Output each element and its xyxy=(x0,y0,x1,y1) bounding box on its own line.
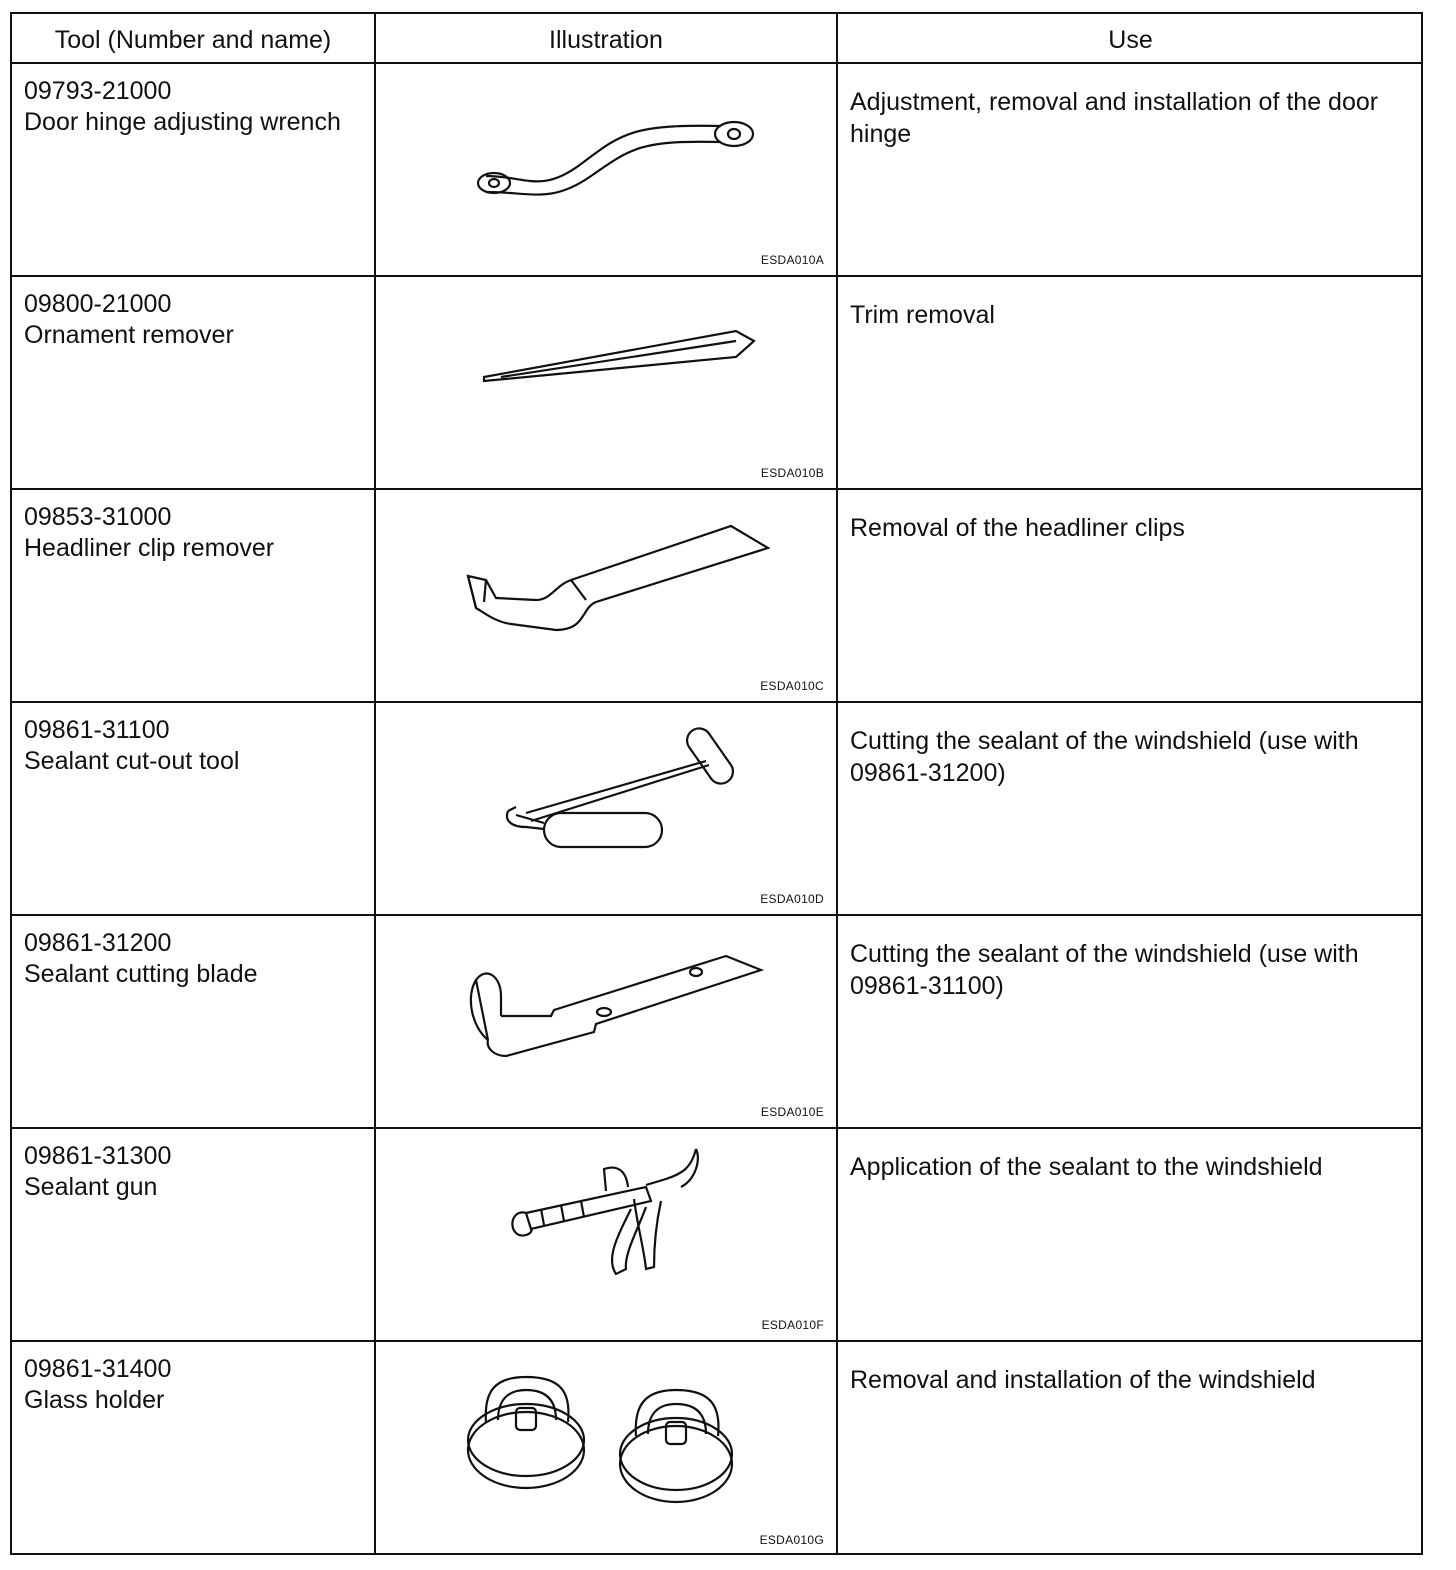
use-cell: Trim removal xyxy=(850,301,995,329)
table-row xyxy=(12,916,1421,1129)
sealant-gun-icon xyxy=(376,1129,836,1340)
illustration-cell xyxy=(376,916,836,1127)
use-cell: Adjustment, removal and installation of the door hinge xyxy=(850,88,1379,148)
tool-cell xyxy=(12,1342,374,1555)
tool-number: 09861-31200 xyxy=(24,929,172,957)
table-header xyxy=(12,14,1421,64)
illustration-cell xyxy=(376,64,836,275)
illustration-cell xyxy=(376,490,836,701)
use-cell: Cutting the sealant of the windshield (use with 09861-31100) xyxy=(850,940,1359,1000)
figure-code: ESDA010C xyxy=(760,679,824,693)
table-row xyxy=(12,490,1421,703)
tool-number: 09853-31000 xyxy=(24,503,172,531)
tool-name: Door hinge adjusting wrench xyxy=(24,108,341,136)
ornament-remover-icon xyxy=(376,277,836,488)
tool-number: 09861-31100 xyxy=(24,716,170,744)
tool-name: Sealant cut-out tool xyxy=(24,747,240,775)
tool-number: 09800-21000 xyxy=(24,290,172,318)
figure-code: ESDA010D xyxy=(760,892,824,906)
illustration-cell xyxy=(376,703,836,914)
table-row xyxy=(12,1342,1421,1555)
header-illustration: Illustration xyxy=(549,26,663,54)
tool-number: 09861-31300 xyxy=(24,1142,172,1170)
sealant-cutting-blade-icon xyxy=(376,916,836,1127)
illustration-cell xyxy=(376,1129,836,1340)
illustration-cell xyxy=(376,277,836,488)
tool-name: Headliner clip remover xyxy=(24,534,275,562)
table-row xyxy=(12,703,1421,916)
tool-cell xyxy=(12,916,374,1127)
tool-cell xyxy=(12,64,374,275)
sealant-cutout-tool-icon xyxy=(376,703,836,914)
door-hinge-wrench-icon xyxy=(376,64,836,275)
tool-number: 09861-31400 xyxy=(24,1355,172,1383)
figure-code: ESDA010E xyxy=(760,1105,824,1119)
use-cell: Cutting the sealant of the windshield (use with 09861-31200) xyxy=(850,727,1359,787)
header-tool: Tool (Number and name) xyxy=(54,26,332,54)
figure-code: ESDA010B xyxy=(760,466,824,480)
tool-cell xyxy=(12,703,374,914)
use-cell: Removal and installation of the windshield xyxy=(850,1366,1316,1394)
figure-code: ESDA010F xyxy=(761,1318,824,1332)
table-row xyxy=(12,277,1421,490)
use-cell: Application of the sealant to the windshield xyxy=(850,1153,1323,1181)
tool-name: Sealant cutting blade xyxy=(24,960,258,988)
headliner-clip-remover-icon xyxy=(376,490,836,701)
glass-holder-icon xyxy=(376,1342,836,1553)
tool-cell xyxy=(12,490,374,701)
header-use: Use xyxy=(1108,26,1153,54)
figure-code: ESDA010G xyxy=(759,1533,824,1547)
use-cell: Removal of the headliner clips xyxy=(850,514,1185,542)
table-row xyxy=(12,64,1421,277)
tool-name: Glass holder xyxy=(24,1386,165,1414)
tool-cell xyxy=(12,277,374,488)
tool-name: Sealant gun xyxy=(24,1173,158,1201)
tool-name: Ornament remover xyxy=(24,321,234,349)
illustration-cell xyxy=(376,1342,836,1555)
tool-cell xyxy=(12,1129,374,1340)
tool-number: 09793-21000 xyxy=(24,77,172,105)
figure-code: ESDA010A xyxy=(760,253,824,267)
special-tools-table xyxy=(10,12,1423,1555)
table-row xyxy=(12,1129,1421,1342)
